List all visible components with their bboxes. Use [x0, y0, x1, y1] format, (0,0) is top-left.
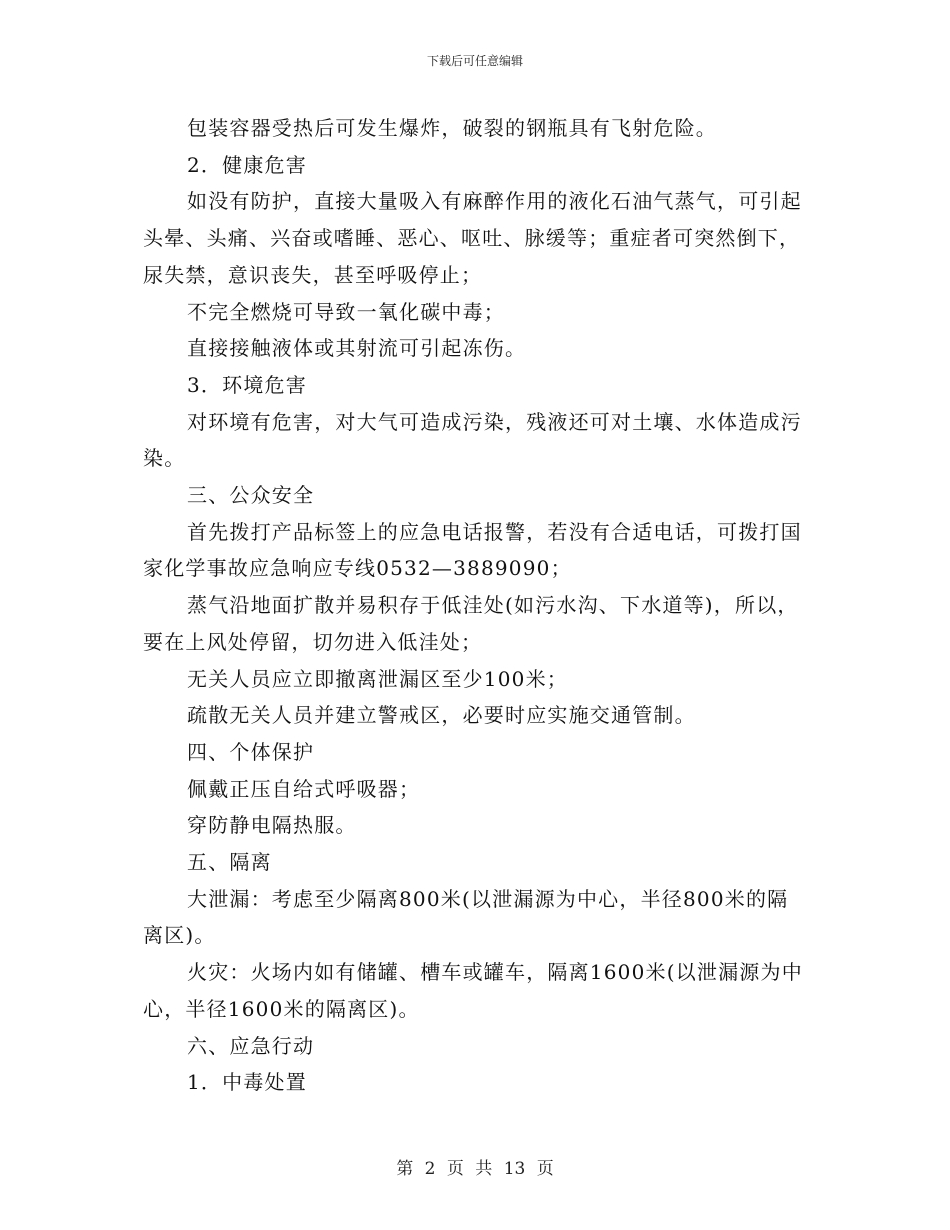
- paragraph: 疏散无关人员并建立警戒区，必要时应实施交通管制。: [187, 703, 696, 728]
- paragraph: 不完全燃烧可导致一氧化碳中毒；: [187, 299, 505, 324]
- paragraph: 首先拨打产品标签上的应急电话报警，若没有合适电话，可拨打国家化学事故应急响应专线0532—3889090；: [143, 519, 802, 581]
- paragraph: 蒸气沿地面扩散并易积存于低洼处(如污水沟、下水道等)，所以，要在上风处停留，切勿进入低洼处；: [143, 593, 799, 654]
- section-heading: 四、个体保护: [187, 739, 315, 764]
- section-heading: 三、公众安全: [187, 483, 315, 508]
- paragraph: 穿防静电隔热服。: [187, 813, 357, 838]
- section-heading: 六、应急行动: [187, 1033, 315, 1058]
- section-heading: 1．中毒处置: [187, 1070, 307, 1095]
- page-header: 下载后可任意编辑: [426, 54, 523, 68]
- paragraph: 大泄漏：考虑至少隔离800米(以泄漏源为中心，半径800米的隔离区)。: [143, 886, 789, 948]
- paragraph: 直接接触液体或其射流可引起冻伤。: [187, 336, 527, 361]
- section-heading: 五、隔离: [187, 850, 272, 875]
- document-body: [143, 110, 808, 1101]
- paragraph: 包装容器受热后可发生爆炸，破裂的钢瓶具有飞射危险。: [187, 116, 717, 140]
- section-heading: 3．环境危害: [187, 372, 307, 397]
- paragraph: 无关人员应立即撤离泄漏区至少100米；: [187, 666, 568, 691]
- section-heading: 2．健康危害: [187, 152, 307, 177]
- page-footer: 第 2 页 共 13 页: [396, 1159, 554, 1179]
- paragraph: 火灾：火场内如有储罐、槽车或罐车，隔离1600米(以泄漏源为中心，半径1600米的隔离区)。: [143, 960, 803, 1021]
- paragraph: 如没有防护，直接大量吸入有麻醉作用的液化石油气蒸气，可引起头晕、头痛、兴奋或嗜睡、恶心、呕吐、脉缓等；重症者可突然倒下，尿失禁，意识丧失，甚至呼吸停止；: [143, 189, 802, 287]
- paragraph: 佩戴正压自给式呼吸器；: [187, 776, 421, 801]
- paragraph: 对环境有危害，对大气可造成污染，残液还可对土壤、水体造成污染。: [143, 409, 802, 471]
